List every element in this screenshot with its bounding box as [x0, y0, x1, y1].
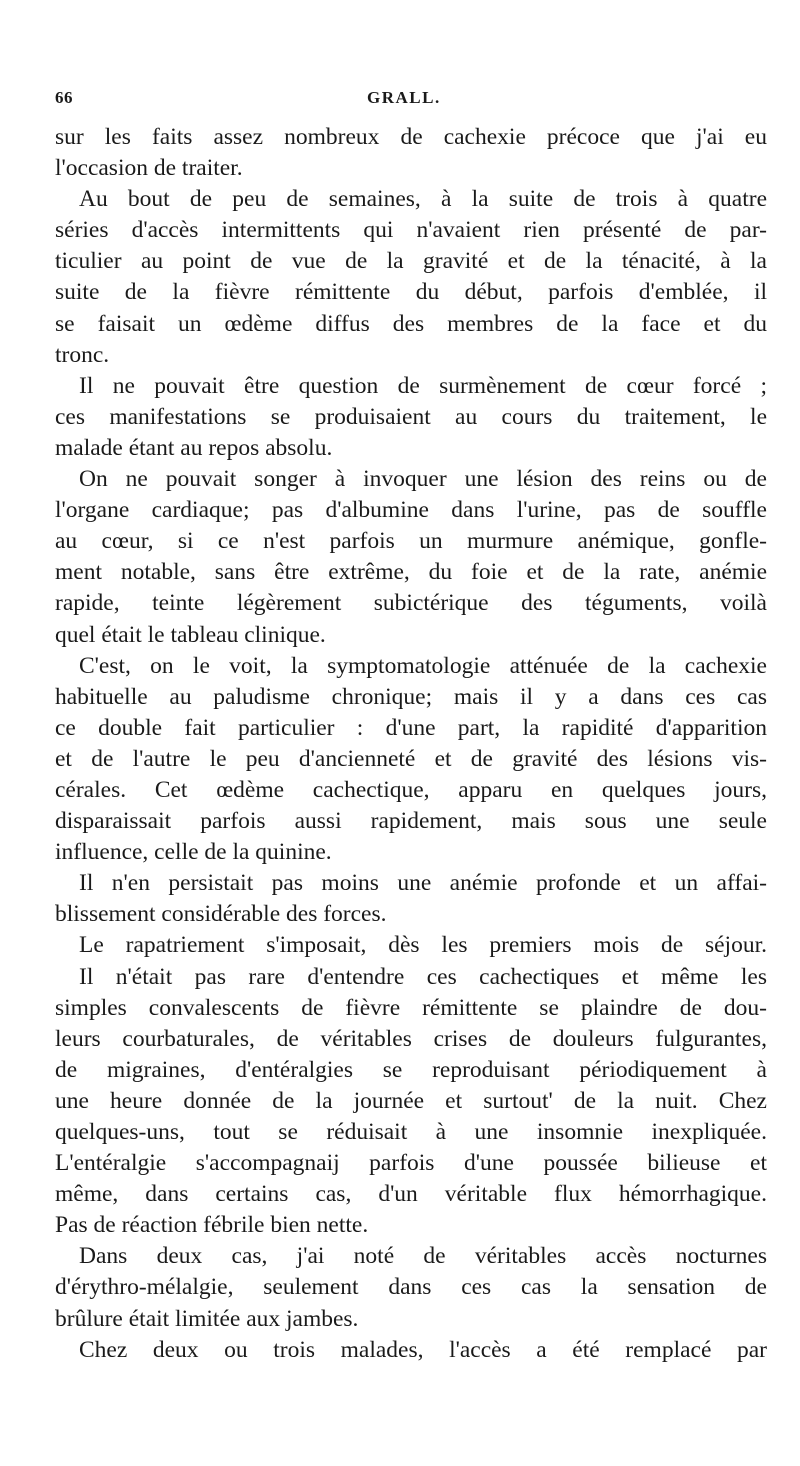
text-line: rapide, teinte légèrement subictérique des téguments, voilà	[55, 590, 767, 617]
text-line: ces manifestations se produisaient au cours du traitement, le	[55, 403, 767, 430]
text-line: leurs courbaturales, de véritables crises de douleurs fulgurantes,	[55, 1025, 767, 1052]
text-line: cérales. Cet œdème cachectique, apparu en quelques jours,	[55, 776, 767, 803]
text-line: se faisait un œdème diffus des membres de la face et du	[55, 310, 767, 337]
text-line: l'organe cardiaque; pas d'albumine dans l'urine, pas de souffle	[55, 497, 767, 524]
text-line: ticulier au point de vue de la gravité et de la ténacité, à la	[55, 248, 767, 275]
text-line: quel était le tableau clinique.	[55, 621, 326, 648]
text-line: habituelle au paludisme chronique; mais il y a dans ces cas	[55, 683, 767, 710]
text-line: L'entéralgie s'accompagnaij parfois d'une poussée bilieuse et	[55, 1150, 767, 1177]
text-line: Il ne pouvait être question de surmènement de cœur forcé ;	[79, 372, 767, 399]
text-line: séries d'accès intermittents qui n'avaient rien présenté de par-	[55, 217, 767, 244]
text-line: blissement considérable des forces.	[55, 901, 387, 928]
text-line: C'est, on le voit, la symptomatologie atténuée de la cachexie	[79, 652, 767, 679]
text-line: malade étant au repos absolu.	[55, 434, 333, 461]
text-line: ment notable, sans être extrême, du foie et de la rate, anémie	[55, 559, 767, 586]
text-line: simples convalescents de fièvre rémittente se plaindre de dou-	[55, 994, 767, 1021]
body-text	[55, 122, 767, 1366]
text-line: de migraines, d'entéralgies se reproduisant périodiquement à	[55, 1056, 767, 1083]
text-line: ce double fait particulier : d'une part, la rapidité d'apparition	[55, 714, 767, 741]
running-head: GRALL.	[367, 88, 441, 107]
text-line: Le rapatriement s'imposait, dès les premiers mois de séjour.	[79, 932, 767, 959]
text-line: d'érythro-mélalgie, seulement dans ces cas la sensation de	[55, 1274, 767, 1301]
text-line: Dans deux cas, j'ai noté de véritables accès nocturnes	[79, 1243, 767, 1270]
text-line: l'occasion de traiter.	[55, 155, 243, 182]
text-line: tronc.	[55, 341, 110, 368]
text-line: Chez deux ou trois malades, l'accès a été remplacé par	[79, 1336, 767, 1363]
page-header	[55, 88, 767, 122]
page-number: 66	[55, 88, 73, 107]
text-line: brûlure était limitée aux jambes.	[55, 1305, 359, 1332]
text-line: disparaissait parfois aussi rapidement, mais sous une seule	[55, 808, 767, 835]
text-line: Il n'était pas rare d'entendre ces cachectiques et même les	[79, 963, 767, 990]
book-page	[55, 88, 767, 1366]
text-line: suite de la fièvre rémittente du début, parfois d'emblée, il	[55, 279, 767, 306]
text-line: influence, celle de la quinine.	[55, 839, 332, 866]
text-line: Pas de réaction fébrile bien nette.	[55, 1212, 369, 1239]
text-line: même, dans certains cas, d'un véritable flux hémorrhagique.	[55, 1181, 767, 1208]
text-line: au cœur, si ce n'est parfois un murmure anémique, gonfle-	[55, 528, 767, 555]
text-line: On ne pouvait songer à invoquer une lésion des reins ou de	[79, 466, 767, 493]
text-line: sur les faits assez nombreux de cachexie précoce que j'ai eu	[55, 124, 767, 150]
text-line: Au bout de peu de semaines, à la suite de trois à quatre	[79, 186, 767, 213]
text-line: Il n'en persistait pas moins une anémie profonde et un affai-	[79, 870, 767, 897]
text-line: quelques-uns, tout se réduisait à une insomnie inexpliquée.	[55, 1119, 767, 1145]
text-line: une heure donnée de la journée et surtout' de la nuit. Chez	[55, 1087, 767, 1114]
text-line: et de l'autre le peu d'ancienneté et de gravité des lésions vis-	[55, 745, 767, 772]
